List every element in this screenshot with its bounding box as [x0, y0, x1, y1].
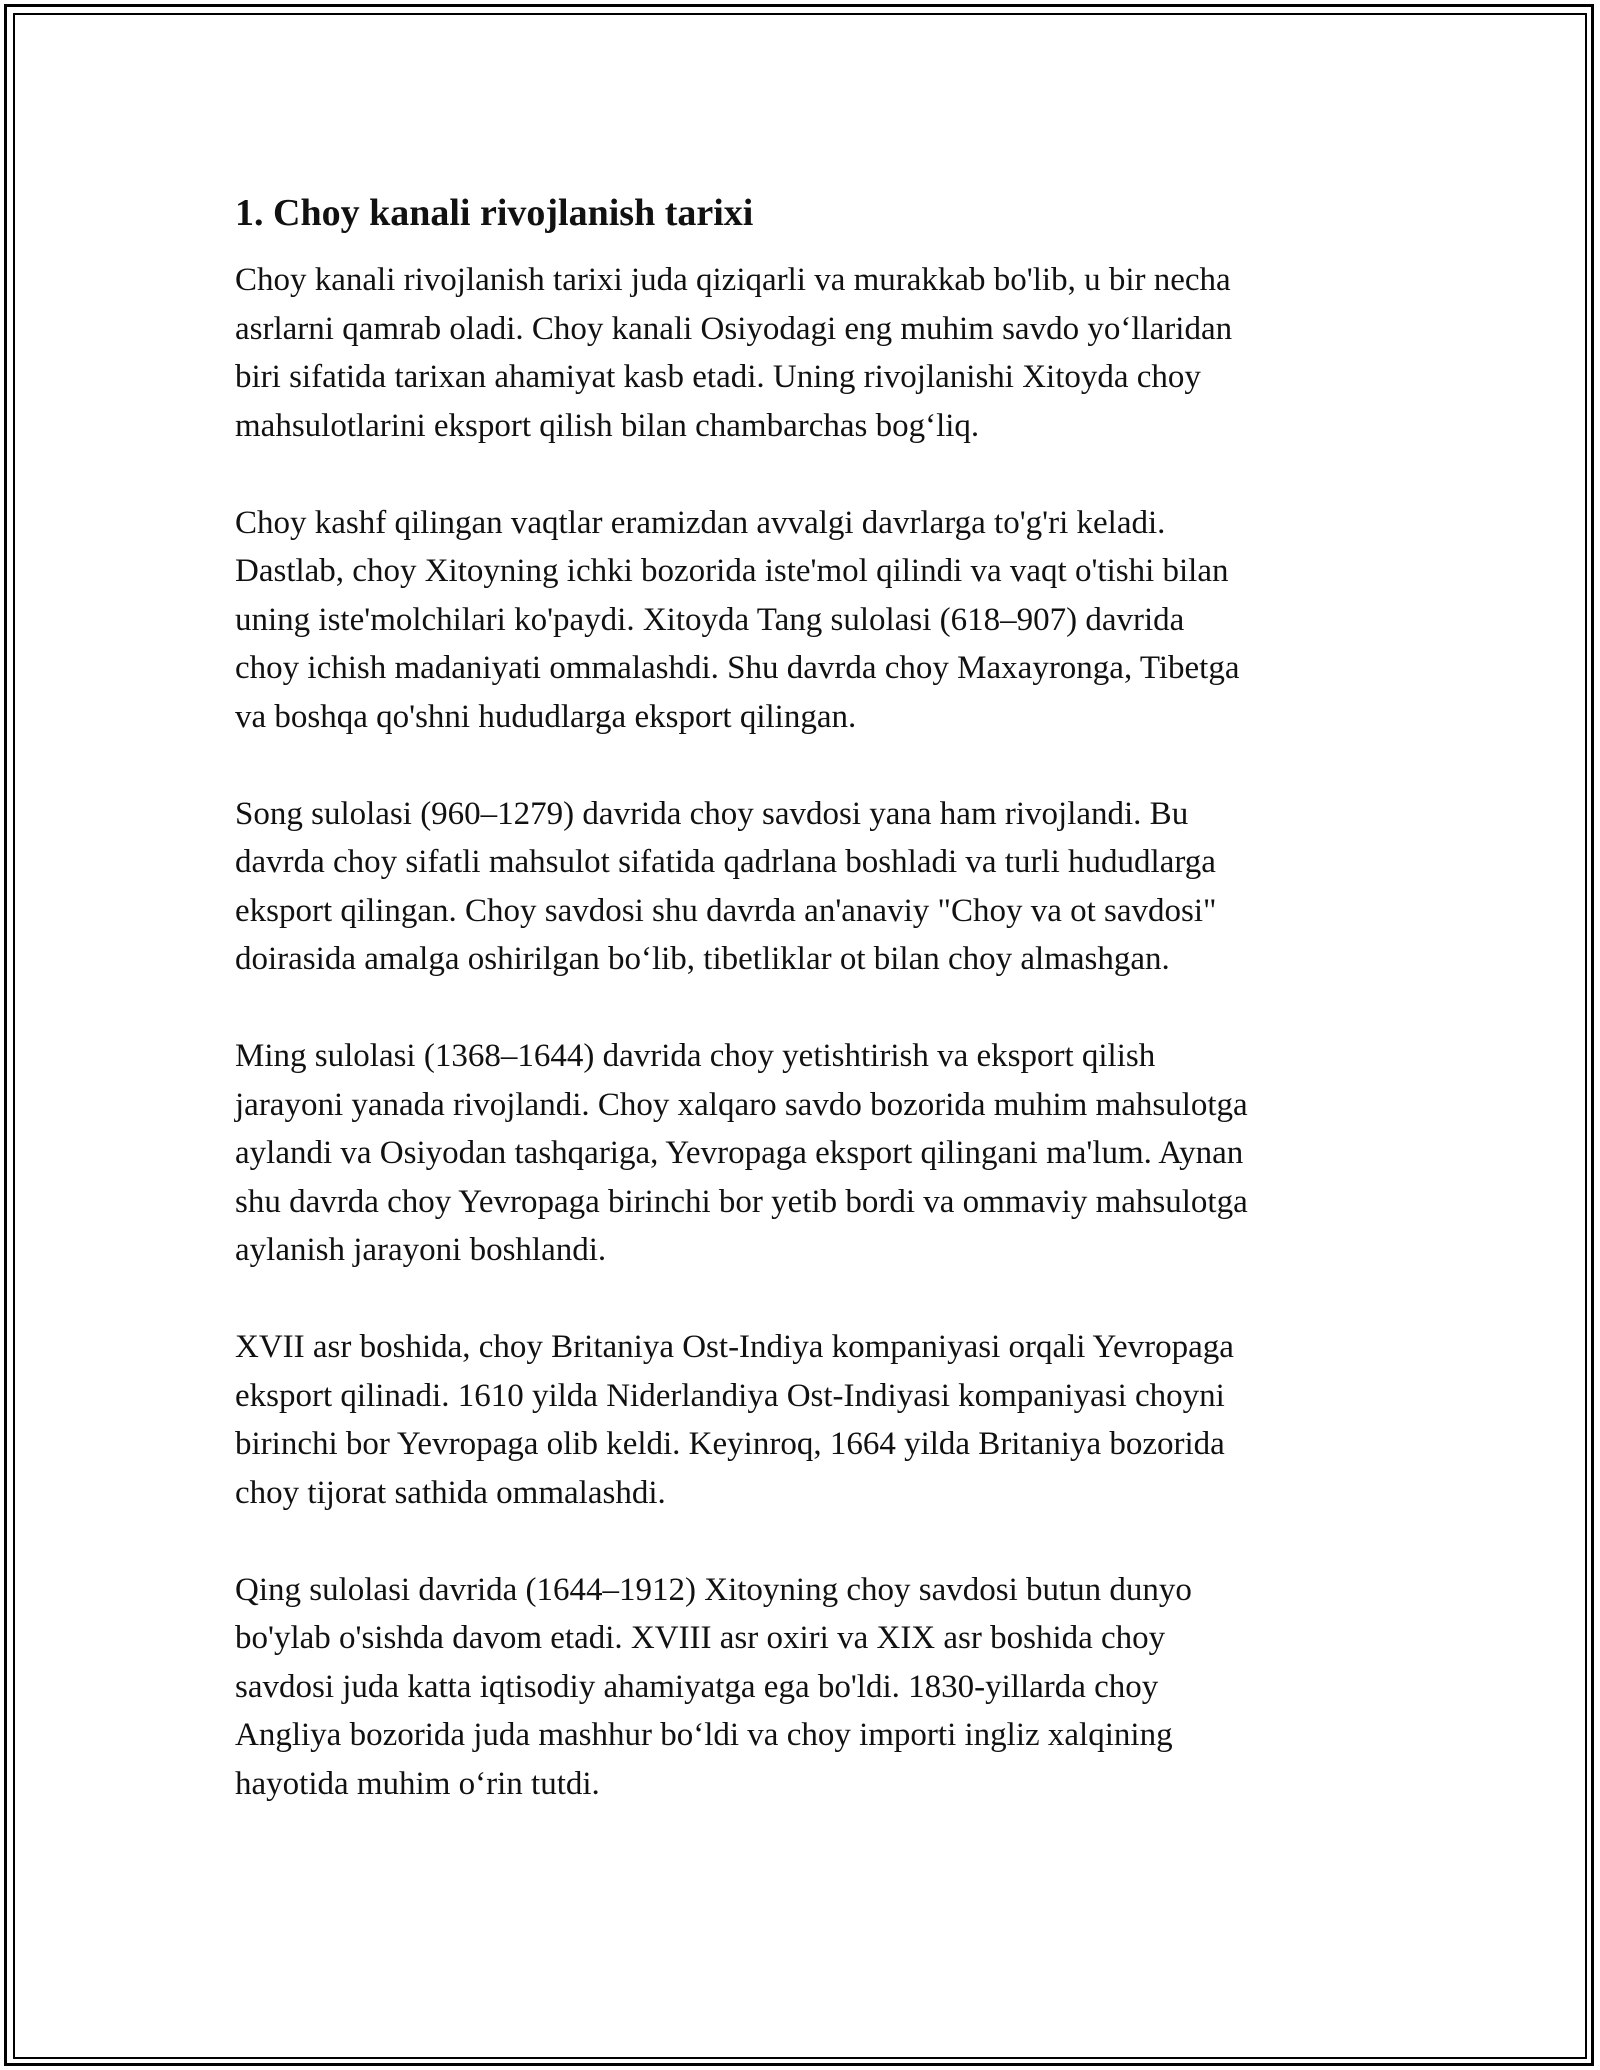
paragraph-ming-dynasty: Ming sulolasi (1368–1644) davrida choy yetishtirish va eksport qilish jarayoni yanada rivojlandi. Choy xalqaro savdo bozorida muhim mahsulotga aylandi va Osiyodan tashqariga, Yevropaga eksport qilingani ma'lum. Aynan shu davrda choy Yevropaga birinchi bor yetib bordi va ommaviy mahsulotga aylanish jarayoni boshlandi.	[235, 1038, 1248, 1268]
paragraph-17th-century: XVII asr boshida, choy Britaniya Ost-Indiya kompaniyasi orqali Yevropaga eksport qilinadi. 1610 yilda Niderlandiya Ost-Indiyasi kompaniyasi choyni birinchi bor Yevropaga olib keldi. Keyinroq, 1664 yilda Britaniya bozorida choy tijorat sathida ommalashdi.	[235, 1329, 1234, 1511]
paragraph-qing-dynasty: Qing sulolasi davrida (1644–1912) Xitoyning choy savdosi butun dunyo bo'ylab o'sishda davom etadi. XVIII asr oxiri va XIX asr boshida choy savdosi juda katta iqtisodiy ahamiyatga ega bo'ldi. 1830-yillarda choy Angliya bozorida juda mashhur bo‘ldi va choy importi ingliz xalqining hayotida muhim o‘rin tutdi.	[235, 1571, 1192, 1802]
paragraph-song-dynasty: Song sulolasi (960–1279) davrida choy savdosi yana ham rivojlandi. Bu davrda choy sifatli mahsulot sifatida qadrlana boshladi va turli hududlarga eksport qilingan. Choy savdosi shu davrda an'anaviy "Choy va ot savdosi" doirasida amalga oshirilgan bo‘lib, tibetliklar ot bilan choy almashgan.	[235, 795, 1217, 977]
document-body	[235, 190, 1375, 1808]
paragraph-intro: Choy kanali rivojlanish tarixi juda qiziqarli va murakkab bo'lib, u bir necha asrlarni qamrab oladi. Choy kanali Osiyodagi eng muhim savdo yo‘llaridan biri sifatida tarixan ahamiyat kasb etadi. Uning rivojlanishi Xitoyda choy mahsulotlarini eksport qilish bilan chambarchas bog‘liq.	[235, 262, 1233, 444]
paragraph-tang-dynasty: Choy kashf qilingan vaqtlar eramizdan avvalgi davrlarga to'g'ri keladi. Dastlab, choy Xitoyning ichki bozorida iste'mol qilindi va vaqt o'tishi bilan uning iste'molchilari ko'paydi. Xitoyda Tang sulolasi (618–907) davrida choy ichish madaniyati ommalashdi. Shu davrda choy Maxayronga, Tibetga va boshqa qo'shni hududlarga eksport qilingan.	[235, 504, 1240, 735]
section-heading: 1. Choy kanali rivojlanish tarixi	[235, 192, 754, 234]
